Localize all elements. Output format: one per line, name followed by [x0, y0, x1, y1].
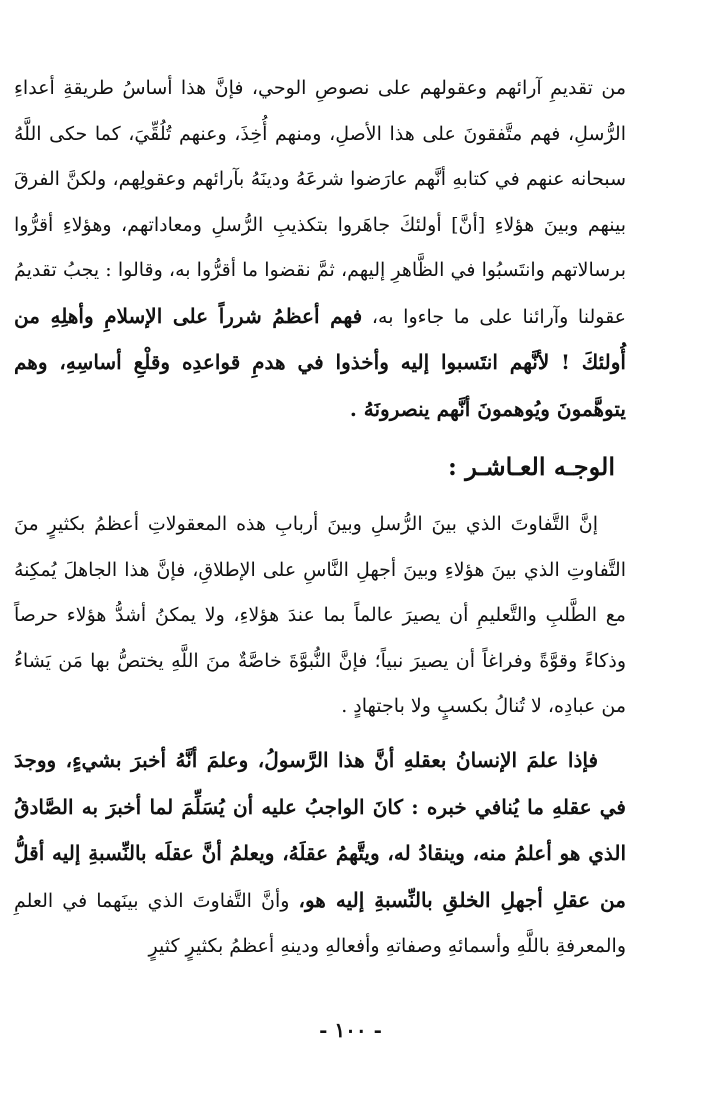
paragraph-1-bold-text: فهم أعظمُ شرراً على الإسلامِ وأهلِهِ من أُولئكَ ! لأنَّهم انتَسبوا إليه وأخذوا في هدمِ قواعدِه وقلْعِ أساسِهِ، وهم يتوهَّمونَ ويُوهمونَ أنَّهم ينصرونَهُ .: [14, 303, 626, 421]
paragraph-3-bold-text: فإذا علمَ الإنسانُ بعقلهِ أنَّ هذا الرَّسولُ، وعلمَ أنَّهُ أخبرَ بشيءٍ، ووجدَ في عقلهِ ما يُنافي خبره : كانَ الواجبُ عليه أن يُسَلِّمَ لما أخبرَ به الصَّادقُ الذي هو أعلمُ منه، وينقادُ له، ويتَّهمُ عقلَهُ، ويعلمُ أنَّ عقلَه بالنِّسبةِ إليه أقلُّ من عقلِ أجهلِ الخلقِ بالنِّسبةِ إليه هو،: [14, 748, 626, 912]
page-number: - ١٠٠ -: [319, 1018, 382, 1042]
paragraph-1-normal-text: من تقديمِ آرائهم وعقولهم على نصوصِ الوحي، فإنَّ هذا أساسُ طريقةِ أعداءِ الرُّسلِ، فهم متَّفقونَ على هذا الأصلِ، ومنهم أُخِذَ، وعنهم تُلُقِّيَ، كما حكى اللَّهُ سبحانه عنهم في كتابهِ أنَّهم عارَضوا شرعَهُ ودينَهُ بآرائهم وعقولِهم، ولكنَّ الفرقَ بينهم وبينَ هؤلاءِ [أنَّ] أولئكَ جاهَروا بتكذيبِ الرُّسلِ ومعاداتهم، وهؤلاءِ أقرُّوا برسالاتهم وانتَسبُوا في الظَّاهرِ إليهم، ثمَّ نقضوا ما أقرُّوا به، وقالوا : يجبُ تقديمُ عقولنا وآرائنا على ما جاءوا به،: [14, 77, 627, 328]
paragraph-3: [14, 738, 626, 970]
paragraph-1: [14, 66, 626, 433]
section-heading: الوجـه العـاشـر :: [448, 452, 615, 481]
paragraph-2: إنَّ التَّفاوتَ الذي بينَ الرُّسلِ وبينَ أربابِ هذه المعقولاتِ أعظمُ بكثيرٍ منَ التَّفاوتِ الذي بينَ هؤلاءِ وبينَ أجهلِ النَّاسِ على الإطلاقِ، فإنَّ هذا الجاهلَ يُمكِنهُ مع الطَّلبِ والتَّعليمِ أن يصيرَ عالماً بما عندَ هؤلاءِ، ولا يمكنُ أشدُّ هؤلاء حرصاً وذكاءً وقوَّةً وفراغاً أن يصيرَ نبياً؛ فإنَّ النُّبوَّةَ خاصَّةٌ منَ اللَّهِ يختصُّ بها مَن يَشاءُ من عبادِه، لا تُنالُ بكسبٍ ولا باجتهادٍ .: [14, 513, 626, 717]
paragraph-3-normal-text: وأنَّ التَّفاوتَ الذي بينَهما في العلمِ والمعرفةِ باللَّهِ وأسمائهِ وصفاتهِ وأفعالهِ ودينهِ أعظمُ بكثيرٍ كثيرٍ: [14, 889, 626, 957]
